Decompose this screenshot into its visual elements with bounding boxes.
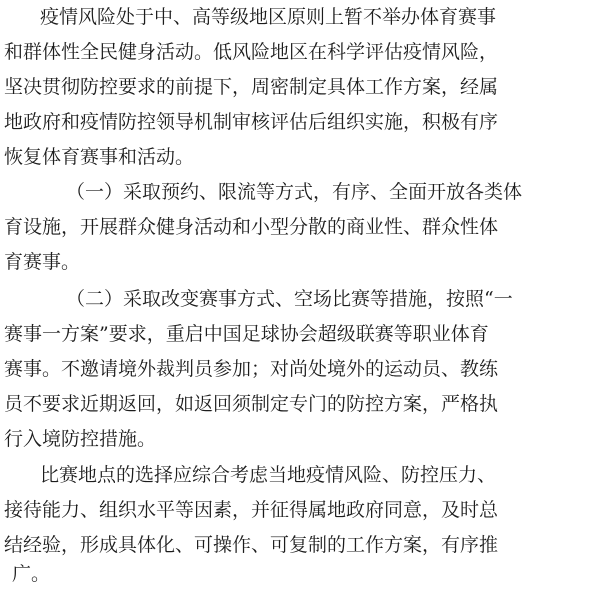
- paragraph-line: （一）采取预约、限流等方式，有序、全面开放各类体: [66, 181, 523, 203]
- paragraph-line: 赛事一方案”要求，重启中国足球协会超级联赛等职业体育: [4, 323, 489, 345]
- paragraph-line: 结经验，形成具体化、可操作、可复制的工作方案，有序推: [4, 534, 499, 556]
- paragraph-line: 疫情风险处于中、高等级地区原则上暂不举办体育赛事: [40, 6, 497, 28]
- paragraph-line: 育赛事。: [4, 251, 81, 273]
- paragraph-line: 地政府和疫情防控领导机制审核评估后组织实施，积极有序: [4, 111, 499, 133]
- paragraph-line: 恢复体育赛事和活动。: [4, 146, 195, 168]
- paragraph-line: 行入境防控措施。: [4, 428, 157, 450]
- paragraph-line: 员不要求近期返回，如返回须制定专门的防控方案，严格执: [4, 393, 499, 415]
- paragraph-line: （二）采取改变赛事方式、空场比赛等措施，按照“一: [66, 288, 513, 310]
- paragraph-line: 育设施，开展群众健身活动和小型分散的商业性、群众性体: [4, 216, 499, 238]
- paragraph-line: 赛事。不邀请境外裁判员参加；对尚处境外的运动员、教练: [4, 358, 499, 380]
- paragraph-line: 比赛地点的选择应综合考虑当地疫情风险、防控压力、: [40, 464, 497, 486]
- paragraph-line: 广。: [12, 563, 51, 585]
- paragraph-line: 接待能力、组织水平等因素，并征得属地政府同意，及时总: [4, 499, 499, 521]
- paragraph-line: 和群体性全民健身活动。低风险地区在科学评估疫情风险，: [4, 41, 499, 63]
- paragraph-line: 坚决贯彻防控要求的前提下，周密制定具体工作方案，经属: [4, 76, 499, 98]
